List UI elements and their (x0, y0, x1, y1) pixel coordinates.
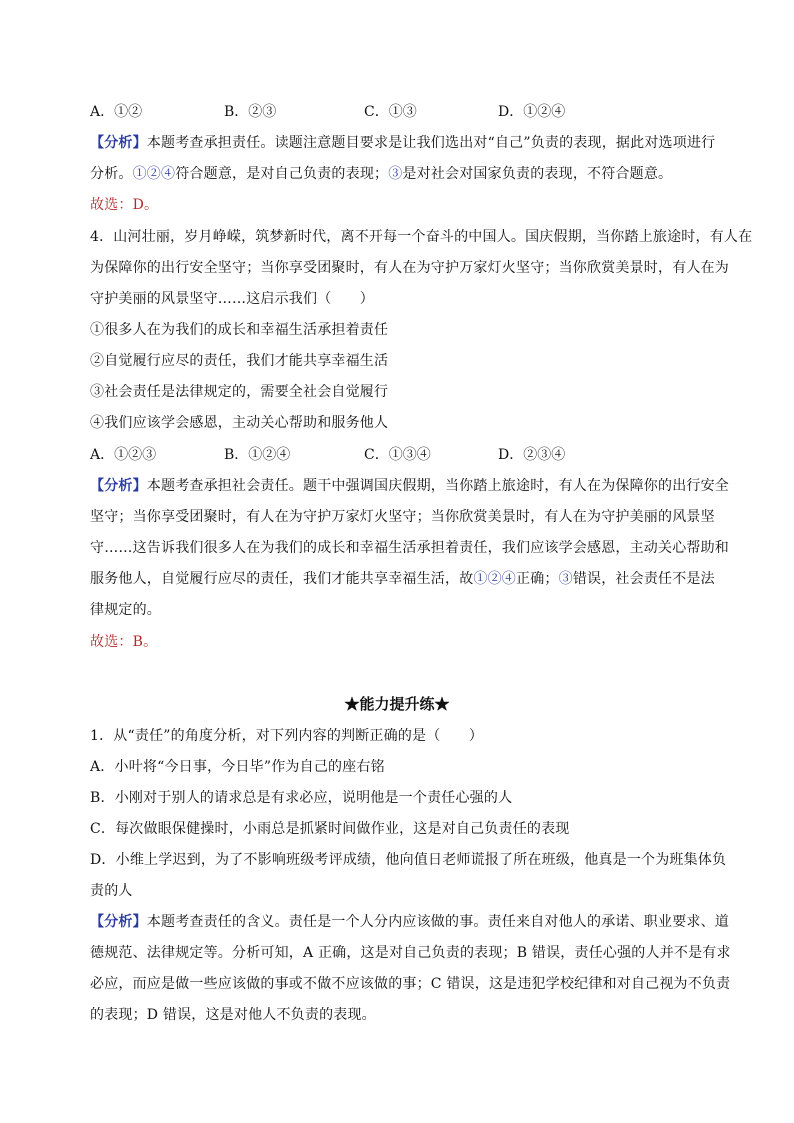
q3-analysis-text-2: 分析。 (90, 166, 133, 182)
q3-analysis-text-3: 符合题意，是对自己负责的表现； (175, 166, 389, 182)
q3-option-d: D．①②④ (498, 104, 566, 120)
p1-analysis-line-2: 德规范、法律规定等。分析可知，A 正确，这是对自己负责的表现；B 错误，责任心强的人并不是有求 (90, 945, 731, 961)
p1-analysis-text-1: 本题考查责任的含义。责任是一个人分内应该做的事。责任来自对他人的承诺、职业要求、道 (146, 914, 730, 930)
q4-circle-ref-2: ③ (558, 571, 573, 587)
q4-analysis-line-5: 律规定的。 (90, 602, 161, 618)
q4-statement-2: ②自觉履行应尽的责任，我们才能共享幸福生活 (90, 353, 389, 369)
p1-analysis-tag: 【分析】 (90, 914, 147, 930)
q4-option-d: D．②③④ (498, 447, 566, 463)
q3-analysis-text-1: 本题考查承担责任。读题注意题目要求是让我们选出对“自己”负责的表现，据此对选项进行 (146, 135, 716, 151)
q4-stem-line-3: 守护美丽的风景坚守……这启示我们（ ） (90, 291, 374, 307)
p1-stem: 1．从“责任”的角度分析，对下列内容的判断正确的是（ ） (90, 728, 484, 744)
q3-analysis-line-1 (90, 133, 715, 153)
q4-option-b: B．①②④ (224, 447, 291, 463)
q4-statement-1: ①很多人在为我们的成长和幸福生活承担着责任 (90, 322, 389, 338)
p1-option-a: A．小叶将“今日事，今日毕”作为自己的座右铭 (90, 759, 385, 775)
q4-analysis-line-4 (90, 569, 715, 589)
q3-circle-ref-2: ③ (388, 166, 403, 182)
q4-stem-line-2: 为保障你的出行安全坚守；当你享受团聚时，有人在为守护万家灯火坚守；当你欣赏美景时，有人在为 (90, 260, 729, 276)
q4-answer: 故选：B。 (90, 634, 158, 650)
q4-statement-4: ④我们应该学会感恩，主动关心帮助和服务他人 (90, 415, 389, 431)
q4-circle-ref-1: ①②④ (473, 571, 517, 587)
q3-analysis-tag: 【分析】 (90, 135, 147, 151)
q4-analysis-line-2: 坚守；当你享受团聚时，有人在为守护万家灯火坚守；当你欣赏美景时，有人在为守护美丽的风景坚 (90, 509, 715, 525)
q3-analysis-text-4: 是对社会对国家负责的表现，不符合题意。 (402, 166, 673, 182)
q4-analysis-text-4: 服务他人，自觉履行应尽的责任，我们才能共享幸福生活，故 (90, 571, 474, 587)
p1-analysis-line-3: 必应，而应是做一些应该做的事或不做不应该做的事；C 错误，这是违犯学校纪律和对自己视为不负责 (90, 976, 731, 992)
p1-option-d-line-1: D．小维上学迟到，为了不影响班级考评成绩，他向值日老师谎报了所在班级，他真是一个为班集体负 (90, 852, 727, 868)
q3-answer: 故选：D。 (90, 197, 159, 213)
p1-option-b: B．小刚对于别人的请求总是有求必应，说明他是一个责任心强的人 (90, 790, 513, 806)
q3-option-b: B．②③ (224, 104, 277, 120)
q3-analysis-line-2 (90, 164, 672, 184)
q4-analysis-text-1: 本题考查承担社会责任。题干中强调国庆假期，当你踏上旅途时，有人在为保障你的出行安全 (146, 478, 730, 494)
p1-option-d-line-2: 责的人 (90, 883, 133, 899)
q4-analysis-text-6: 错误，社会责任不是法 (572, 571, 715, 587)
q4-stem-line-1: 4．山河壮丽，岁月峥嵘，筑梦新时代，离不开每一个奋斗的中国人。国庆假期，当你踏上旅途时，有人在 (90, 229, 753, 245)
q3-option-a: A．①② (90, 104, 143, 120)
q4-option-c: C．①③④ (364, 447, 431, 463)
q4-analysis-text-5: 正确； (516, 571, 559, 587)
p1-analysis-line-4: 的表现；D 错误，这是对他人不负责的表现。 (90, 1007, 376, 1023)
q4-analysis-tag: 【分析】 (90, 478, 147, 494)
p1-analysis-line-1 (90, 912, 729, 932)
section-title: ★能力提升练★ (344, 695, 450, 713)
q4-analysis-line-3: 守……这告诉我们很多人在为我们的成长和幸福生活承担着责任，我们应该学会感恩，主动关心帮助和 (90, 540, 729, 556)
q4-analysis-line-1 (90, 476, 729, 496)
q4-statement-3: ③社会责任是法律规定的，需要全社会自觉履行 (90, 384, 389, 400)
q3-option-c: C．①③ (364, 104, 417, 120)
p1-option-c: C．每次做眼保健操时，小雨总是抓紧时间做作业，这是对自己负责任的表现 (90, 821, 570, 837)
q4-option-a: A．①②③ (90, 447, 157, 463)
q3-circle-ref-1: ①②④ (132, 166, 176, 182)
